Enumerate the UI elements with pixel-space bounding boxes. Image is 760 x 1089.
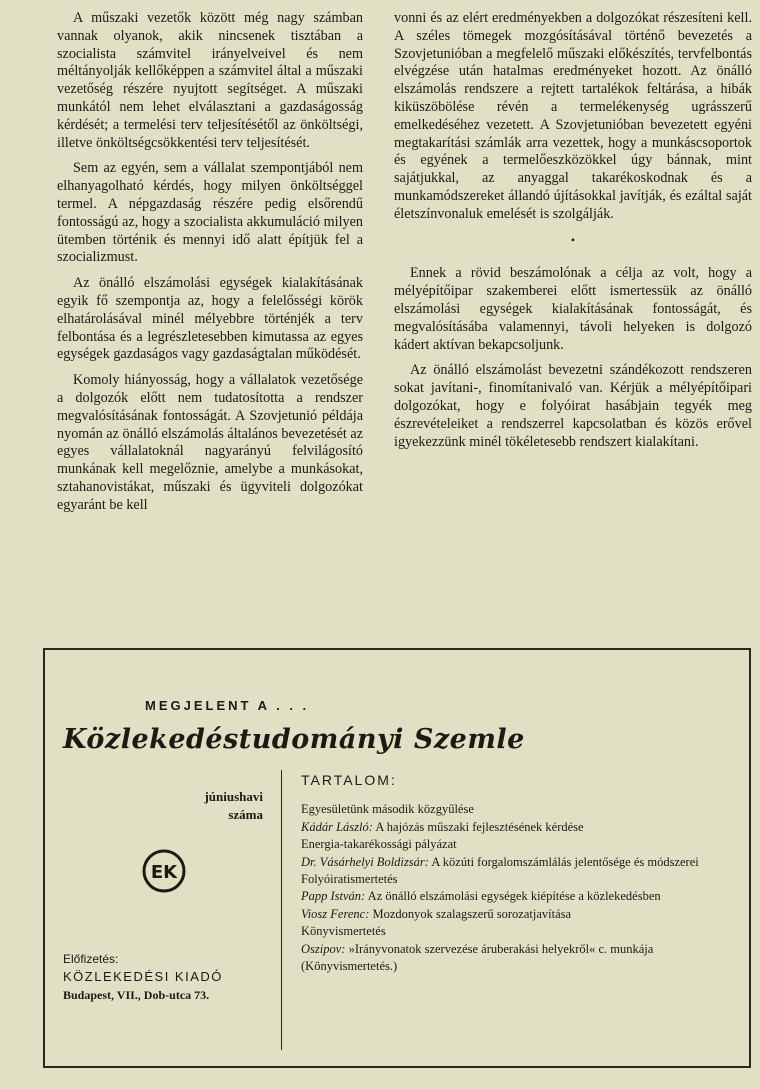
publisher-address: Budapest, VII., Dob-utca 73. bbox=[63, 988, 210, 1002]
contents-title: A közúti forgalomszámlálás jelentősége és módszerei bbox=[431, 854, 699, 869]
contents-item bbox=[301, 819, 721, 836]
table-of-contents bbox=[301, 772, 721, 975]
publisher-name: KÖZLEKEDÉSI KIADÓ bbox=[63, 969, 223, 984]
contents-title: A hajózás műszaki fejlesztésének kérdése bbox=[375, 819, 584, 834]
contents-item bbox=[301, 941, 721, 976]
article-right-column bbox=[394, 10, 752, 459]
section-separator: • bbox=[570, 232, 576, 247]
contents-title: Egyesületünk második közgyűlése bbox=[301, 802, 474, 817]
contents-author: Oszipov: bbox=[301, 941, 346, 956]
contents-author: Viosz Ferenc: bbox=[301, 906, 370, 921]
vertical-divider bbox=[281, 770, 282, 1050]
contents-item bbox=[301, 888, 721, 905]
article-paragraph: Az önálló elszámolást bevezetni szándékozott rendszeren sokat javítani-, finomítanivaló van. Kérjük a mélyépítőipari dolgozókat, hogy e folyóirat hasábjain tegyék meg észrevételeiket a rendszerrel kapcsolatban és közös erővel igyekezzünk minél tökéletesebb rendszert kialakítani. bbox=[394, 362, 752, 450]
article-paragraph: vonni és az elért eredményekben a dolgozókat részesíteni kell. A széles tömegek mozgósításával történő bevezetés a Szovjetunióban a megfelelő műszaki előkészítés, tervfelbontás elvégzése után hatalmas eredményeket hozott. Az önálló elszámolás rendszere a rejtett tartalékok feltárása, a hibák kiküszöbölése révén a termelékenység ugrásszerű emelkedéséhez vezetett. A Szovjetunióban bevezetett egyéni megtakarítási számlák arra vezettek, hogy a munkáscsoportok és egyének a termelőeszközökkel úgy bánnak, mint sajátjukkal, az anyaggal takarékoskodnak és a munkamódszereket állandó újításokkal javítják, és ezáltal saját életszínvonaluk emelését is szolgálják. bbox=[394, 10, 752, 222]
contents-title: »Irányvonatok szervezése áruberakási helyekről« c. munkája (Könyvismertetés.) bbox=[301, 941, 654, 974]
article-paragraph: Ennek a rövid beszámolónak a célja az volt, hogy a mélyépítőipar szakemberei előtt ismertessük az önálló elszámolási egységek kialakításának fontosságát, és megvalósításába valamennyi, távoli helyeken is dolgozó kádert aktívan bekapcsoljunk. bbox=[394, 265, 752, 353]
contents-title: Mozdonyok szalagszerű sorozatjavítása bbox=[372, 906, 572, 921]
publisher-logo-icon bbox=[141, 848, 187, 899]
article-paragraph: A műszaki vezetők között még nagy számban vannak olyanok, akik nincsenek tisztában a szocialista számvitel irányelveivel és nem méltányolják kellőképpen a számvitel által a műszaki vezetőség részére nyujtott segítséget. A műszaki munkától nem lehet elválasztani a gazdaságosság kérdését; a termelési terv teljesítésétől az önköltségi, illetve önköltségcsökkentési terv teljesítését. bbox=[57, 10, 363, 151]
contents-title: Energia-takarékossági pályázat bbox=[301, 837, 457, 852]
issue-month: júniushavi bbox=[204, 789, 263, 804]
issue-word: száma bbox=[228, 807, 263, 822]
contents-item bbox=[301, 836, 721, 853]
contents-title: Folyóiratismertetés bbox=[301, 872, 398, 887]
advert-header: MEGJELENT A . . . bbox=[145, 698, 310, 713]
advertisement-box bbox=[43, 648, 751, 1068]
subscription-label: Előfizetés: bbox=[63, 952, 119, 966]
contents-title: Könyvismertetés bbox=[301, 924, 386, 939]
article-left-column bbox=[57, 10, 363, 523]
contents-item bbox=[301, 923, 721, 940]
contents-heading: TARTALOM: bbox=[301, 772, 397, 788]
contents-item bbox=[301, 906, 721, 923]
issue-label bbox=[135, 788, 263, 824]
contents-item bbox=[301, 854, 721, 871]
contents-item bbox=[301, 871, 721, 888]
contents-title: Az önálló elszámolási egységek kiépítése a közlekedésben bbox=[367, 889, 661, 904]
contents-item bbox=[301, 801, 721, 818]
journal-title: Közlekedéstudományi Szemle bbox=[63, 724, 525, 755]
contents-author: Dr. Vásárhelyi Boldizsár: bbox=[301, 854, 429, 869]
contents-list bbox=[301, 801, 721, 975]
article-paragraph: Komoly hiányosság, hogy a vállalatok vezetősége a dolgozók előtt nem tudatosította a rendszer megvalósításának fontosságát. A Szovjetunió példája nyomán az önálló elszámolás általános bevezetését az egyes vállalatoknál nagyarányú felvilágosító munkának kell megelőznie, amelybe a munkásokat, sztahanovistákat, műszaki és ügyviteli dolgozókat egyaránt be kell bbox=[57, 372, 363, 513]
contents-author: Papp István: bbox=[301, 889, 366, 904]
logo-letters: EK bbox=[150, 862, 178, 883]
article-paragraph: Sem az egyén, sem a vállalat szempontjából nem elhanyagolható kérdés, hogy milyen önköltséggel termel. A népgazdaság részére pedig elsőrendű fontosságú az, hogy a szocialista akkumuláció milyen ütemben történik és mennyi idő alatt építjük fel a szocializmust. bbox=[57, 160, 363, 266]
article-paragraph: Az önálló elszámolási egységek kialakításának egyik fő szempontja az, hogy a felelősségi körök elhatárolásával minél mélyebbre történjék a terv felbontása és a legrészletesebben kimutassa az egyes egységek gazdaságos vagy gazdaságtalan működését. bbox=[57, 275, 363, 363]
contents-author: Kádár László: bbox=[301, 819, 373, 834]
subscription-info bbox=[63, 950, 223, 1004]
